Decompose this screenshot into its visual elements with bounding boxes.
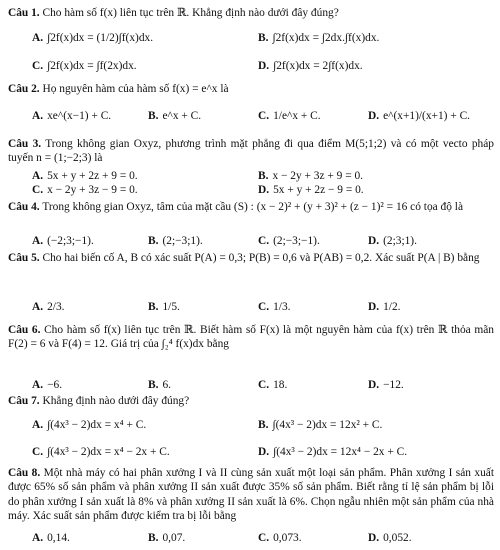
question-4: [8, 200, 494, 214]
q6-option-c[interactable]: C . 18.: [258, 378, 287, 392]
question-1: [8, 6, 494, 20]
question-3: [8, 137, 494, 166]
question-1-stem: [8, 6, 494, 20]
question-3-stem: Câu 3. Trong không gian Oxyz, phương trình mặt phẳng đi qua điểm M(5;1;2) và có một vecto pháp tuyến n = (1;−2;3) là: [8, 138, 494, 165]
question-6-stem: Câu 6. Cho hàm số f(x) liên tục trên ℝ. Biết hàm số F(x) là một nguyên hàm của f(x) trên ℝ thỏa mãn F(2) = 6 và F(4) = 12. Giá trị của ∫₂⁴ f(x)dx bằng: [8, 324, 494, 351]
q6-option-d[interactable]: D . −12.: [368, 378, 404, 392]
q8-option-b[interactable]: B . 0,07.: [148, 531, 185, 545]
q7-option-b[interactable]: B . ∫(4x³ − 2)dx = 12x² + C.: [258, 418, 382, 432]
q3-option-c[interactable]: C . x − 2y + 3z − 9 = 0.: [32, 183, 138, 197]
q5-option-b[interactable]: B . 1/5.: [148, 300, 180, 314]
q1-option-a[interactable]: A . ∫2f(x)dx = (1/2)∫f(x)dx.: [32, 31, 153, 45]
q2-option-c[interactable]: C . 1/e^x + C.: [258, 109, 321, 123]
question-6: [8, 323, 494, 352]
q4-option-a[interactable]: A . (−2;3;−1).: [32, 234, 94, 248]
q3-option-b[interactable]: B . x − 2y + 3z + 9 = 0.: [258, 169, 363, 183]
question-2: [8, 82, 494, 96]
question-4-stem: Câu 4. Trong không gian Oxyz, tâm của mặt cầu (S) : (x − 2)² + (y + 3)² + (z − 1)² = 16 có tọa độ là: [8, 201, 464, 213]
q8-option-c[interactable]: C . 0,073.: [258, 531, 302, 545]
q3-option-d[interactable]: D . 5x + y + 2z − 9 = 0.: [258, 183, 364, 197]
q1-option-d[interactable]: D . ∫2f(x)dx = 2∫f(x)dx.: [258, 59, 363, 73]
question-text: Cho hàm số f(x) liên tục trên ℝ. Khẳng định nào dưới đây đúng?: [42, 7, 339, 19]
question-7: [8, 394, 494, 408]
q7-option-c[interactable]: C . ∫(4x³ − 2)dx = x⁴ − 2x + C.: [32, 445, 170, 459]
q8-option-a[interactable]: A . 0,14.: [32, 531, 70, 545]
q7-option-d[interactable]: D . ∫(4x³ − 2)dx = 12x⁴ − 2x + C.: [258, 445, 407, 459]
q6-option-a[interactable]: A . −6.: [32, 378, 62, 392]
question-8: [8, 466, 494, 523]
question-7-stem: Câu 7. Khẳng định nào dưới đây đúng?: [8, 395, 190, 407]
q4-option-d[interactable]: D . (2;3;1).: [368, 234, 417, 248]
q2-option-a[interactable]: A . xe^(x−1) + C.: [32, 109, 111, 123]
q6-option-b[interactable]: B . 6.: [148, 378, 171, 392]
q7-option-a[interactable]: A . ∫(4x³ − 2)dx = x⁴ + C.: [32, 418, 146, 432]
q8-option-d[interactable]: D . 0,052.: [368, 531, 412, 545]
q1-option-c[interactable]: C . ∫2f(x)dx = ∫f(2x)dx.: [32, 59, 137, 73]
q2-option-d[interactable]: D . e^(x+1)/(x+1) + C.: [368, 109, 470, 123]
q5-option-a[interactable]: A . 2/3.: [32, 300, 65, 314]
question-number: Câu 1.: [8, 7, 40, 19]
question-2-stem: Câu 2. Họ nguyên hàm của hàm số f(x) = e^x là: [8, 83, 229, 95]
q5-option-d[interactable]: D . 1/2.: [368, 300, 401, 314]
q1-option-b[interactable]: B . ∫2f(x)dx = ∫2dx.∫f(x)dx.: [258, 31, 379, 45]
question-5: [8, 251, 494, 265]
q5-option-c[interactable]: C . 1/3.: [258, 300, 291, 314]
q4-option-b[interactable]: B . (2;−3;1).: [148, 234, 203, 248]
q2-option-b[interactable]: B . e^x + C.: [148, 109, 201, 123]
q4-option-c[interactable]: C . (2;−3;−1).: [258, 234, 320, 248]
q3-option-a[interactable]: A . 5x + y + 2z + 9 = 0.: [32, 169, 138, 183]
question-5-stem: Câu 5. Cho hai biến cố A, B có xác suất P(A) = 0,3; P(B) = 0,6 và P(AB) = 0,2. Xác suất P(A | B) bằng: [8, 252, 480, 264]
question-8-stem: Câu 8. Một nhà máy có hai phân xưởng I và II cùng sản xuất một loại sản phẩm. Phân xưởng I sản xuất được 65% số sản phẩm và phân xưởng II sản xuất được 35% số sản phẩm. Biết rằng tỉ lệ sản phẩm bị lỗi do phân xưởng I sản xuất là 8% và phân xưởng II sản xuất là 6%. Chọn ngẫu nhiên một sản phẩm của nhà máy. Xác suất sản phẩm được kiểm tra bị lỗi bằng: [8, 467, 494, 522]
